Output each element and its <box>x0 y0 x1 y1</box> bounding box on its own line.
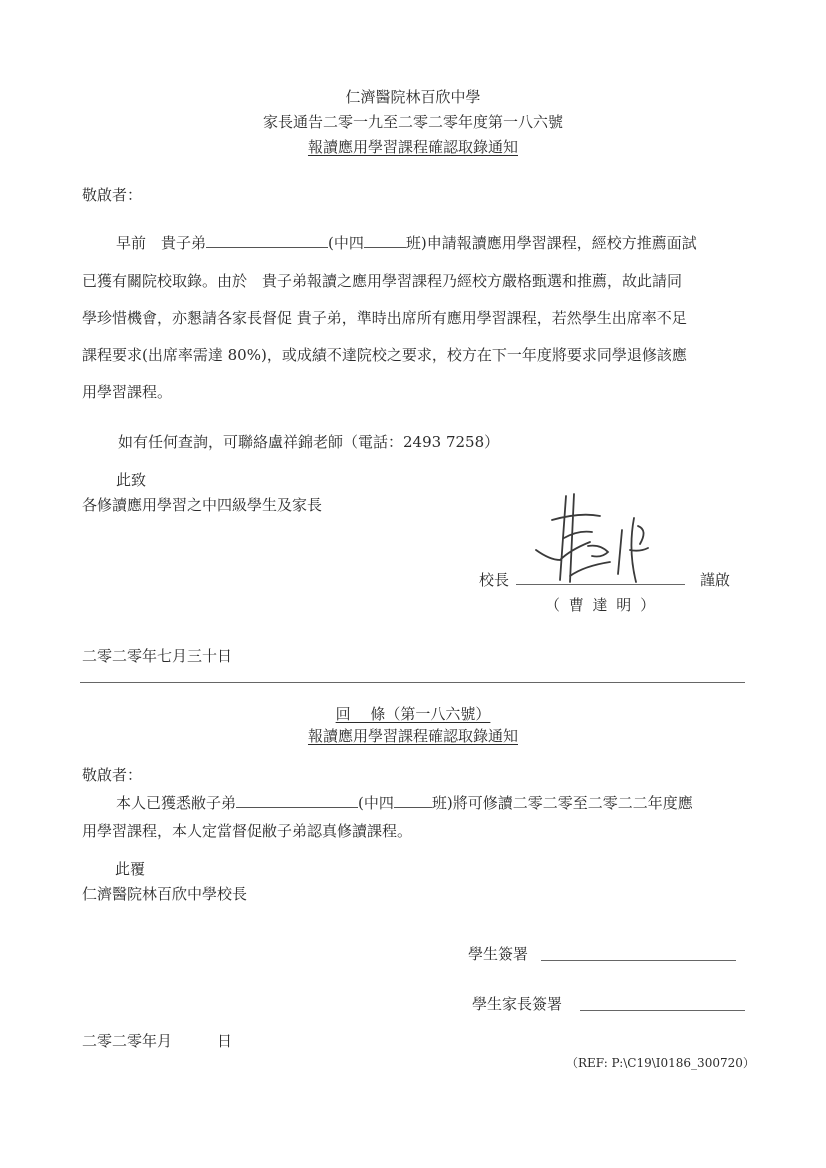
student-name-blank <box>206 233 328 248</box>
reply-line-1 <box>116 792 693 813</box>
reply-student-name-blank[interactable] <box>236 793 358 808</box>
paragraph-line-2: 已獲有關院校取錄。由於 貴子弟報讀之應用學習課程乃經校方嚴格甄選和推薦，故此請同 <box>82 272 683 290</box>
reply-line-2: 用學習課程，本人定當督促敝子弟認真修讀課程。 <box>82 822 413 840</box>
principal-label: 校長 <box>479 571 510 589</box>
parent-signature-label: 學生家長簽署 <box>472 995 563 1013</box>
closing: 此致 <box>116 471 147 489</box>
para1-text-a: 早前 貴子弟 <box>116 234 207 252</box>
para1-text-b: (中四 <box>328 234 364 252</box>
reference-code: （REF: P:\C19\I0186_300720） <box>566 1056 755 1070</box>
respectfully-label: 謹啟 <box>700 571 731 589</box>
paragraph-line-4: 課程要求(出席率需達 80%)，或成績不達院校之要求，校方在下一年度將要求同學退修該應 <box>82 346 687 364</box>
notice-title: 報讀應用學習課程確認取錄通知 <box>307 138 518 156</box>
reply-class-blank[interactable] <box>394 793 432 808</box>
principal-signature <box>530 490 670 590</box>
para1-text-c: 班)申請報讀應用學習課程，經校方推薦面試 <box>405 234 697 252</box>
tear-off-divider <box>80 682 745 683</box>
notice-date: 二零二零年七月三十日 <box>82 647 233 665</box>
class-blank <box>364 233 406 248</box>
reply-recipient: 仁濟醫院林百欣中學校長 <box>82 885 248 903</box>
parent-signature-line[interactable] <box>580 1010 745 1011</box>
principal-name: （ 曹 達 明 ） <box>545 596 658 614</box>
principal-signature-line <box>516 584 685 585</box>
reply-slip-subtitle: 報讀應用學習課程確認取錄通知 <box>307 727 518 745</box>
student-signature-label: 學生簽署 <box>468 945 529 963</box>
student-signature-line[interactable] <box>541 960 736 961</box>
school-name: 仁濟醫院林百欣中學 <box>345 88 481 106</box>
reply-text-b: (中四 <box>358 794 394 812</box>
reply-slip-title: 回 條（第一八六號） <box>335 705 491 723</box>
reply-closing: 此覆 <box>115 860 146 878</box>
reply-date: 二零二零年月 日 <box>82 1032 233 1050</box>
reply-text-a: 本人已獲悉敝子弟 <box>116 794 237 812</box>
paragraph-line-5: 用學習課程。 <box>82 383 173 401</box>
recipients: 各修讀應用學習之中四級學生及家長 <box>82 496 323 514</box>
salutation: 敬啟者： <box>82 186 143 204</box>
notice-number: 家長通告二零一九至二零二零年度第一八六號 <box>262 113 563 131</box>
reply-salutation: 敬啟者： <box>82 766 143 784</box>
paragraph-line-3: 學珍惜機會，亦懇請各家長督促 貴子弟，準時出席所有應用學習課程，若然學生出席率不足 <box>82 309 687 327</box>
paragraph-line-1 <box>116 232 697 253</box>
enquiry-line: 如有任何查詢，可聯絡盧祥錦老師（電話：2493 7258） <box>118 433 500 451</box>
reply-text-c: 班)將可修讀二零二零至二零二二年度應 <box>431 794 693 812</box>
